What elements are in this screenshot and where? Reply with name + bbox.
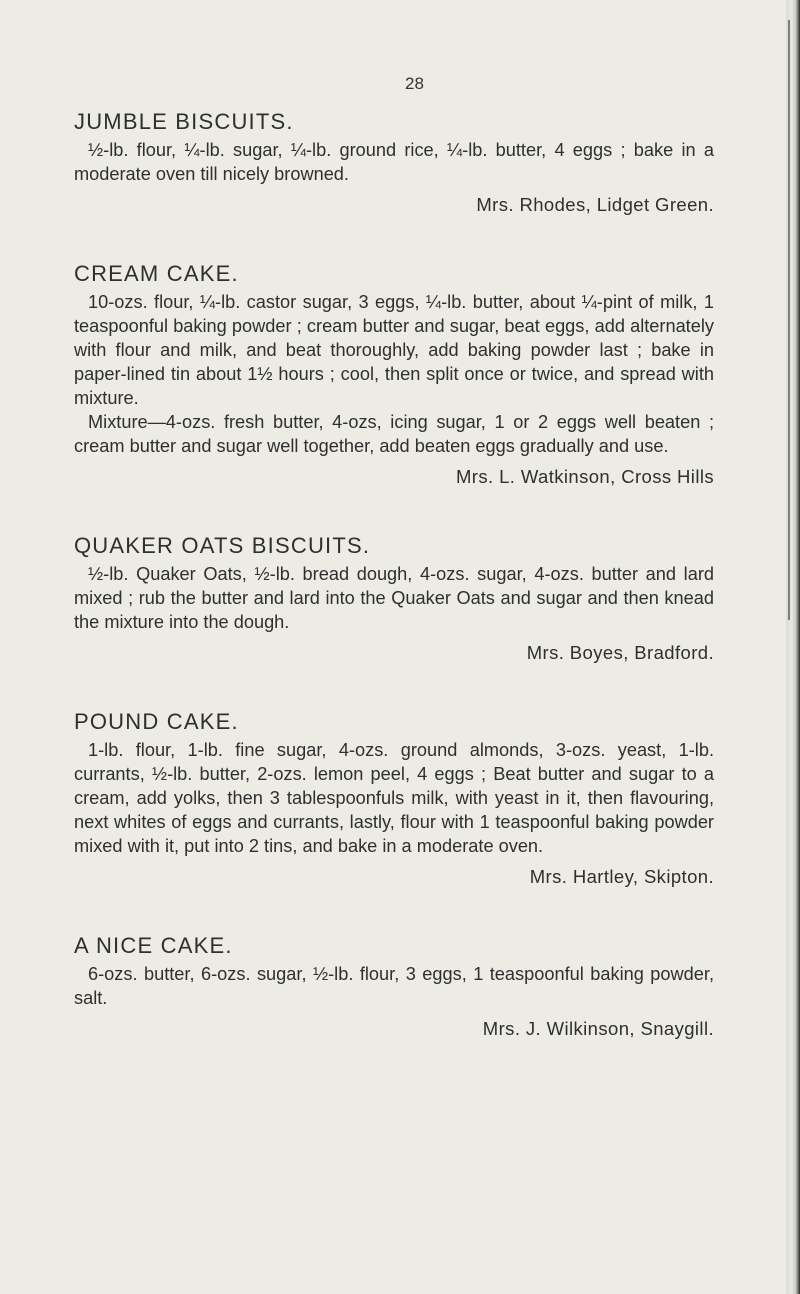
recipe-text: ½-lb. flour, ¼-lb. sugar, ¼-lb. ground rice, ¼-lb. butter, 4 eggs ; bake in a moderate oven till nicely browned. — [74, 140, 714, 184]
recipe-text: ½-lb. Quaker Oats, ½-lb. bread dough, 4-ozs. sugar, 4-ozs. butter and lard mixed ; rub the butter and lard into the Quaker Oats and sugar and then knead the mixture into the dough. — [74, 564, 714, 632]
recipe-title: CREAM CAKE. — [74, 261, 239, 286]
recipe-text: 10-ozs. flour, ¼-lb. castor sugar, 3 eggs, ¼-lb. butter, about ¼-pint of milk, 1 teaspoonful baking powder ; cream butter and sugar, beat eggs, add alternately with flour and milk, and beat thoroughly, add baking powder last ; bake in paper-lined tin about 1½ hours ; cool, then split once or twice, and spread with mixture. — [74, 292, 714, 408]
recipe-quaker-oats-biscuits — [74, 532, 714, 666]
recipe-author: Mrs. Boyes, Bradford. — [526, 642, 714, 663]
recipe-title: A NICE CAKE. — [74, 933, 233, 958]
recipe-text: 6-ozs. butter, 6-ozs. sugar, ½-lb. flour, 3 eggs, 1 teaspoonful baking powder, salt. — [74, 964, 714, 1008]
recipe-pound-cake — [74, 708, 714, 890]
recipe-title: POUND CAKE. — [74, 709, 239, 734]
recipe-title: JUMBLE BISCUITS. — [74, 109, 294, 134]
recipe-author: Mrs. Hartley, Skipton. — [529, 866, 714, 887]
recipe-jumble-biscuits — [74, 108, 714, 218]
recipe-title: QUAKER OATS BISCUITS. — [74, 533, 371, 558]
recipe-list — [74, 108, 714, 1084]
recipe-text: 1-lb. flour, 1-lb. fine sugar, 4-ozs. ground almonds, 3-ozs. yeast, 1-lb. currants, ½-lb. butter, 2-ozs. lemon peel, 4 eggs ; Beat butter and sugar to a cream, add yolks, then 3 tablespoonfuls milk, with yeast in it, then flavouring, next whites of eggs and currants, lastly, flour with 1 teaspoonful baking powder mixed with it, put into 2 tins, and bake in a moderate oven. — [74, 740, 714, 856]
recipe-author: Mrs. J. Wilkinson, Snaygill. — [482, 1018, 714, 1039]
page-number: 28 — [405, 74, 424, 93]
recipe-author: Mrs. L. Watkinson, Cross Hills — [455, 466, 714, 487]
recipe-a-nice-cake — [74, 932, 714, 1042]
binding-line — [788, 20, 790, 620]
recipe-text: Mixture—4-ozs. fresh butter, 4-ozs, icing sugar, 1 or 2 eggs well beaten ; cream butter and sugar well together, add beaten eggs gradually and use. — [74, 412, 714, 456]
recipe-author: Mrs. Rhodes, Lidget Green. — [476, 194, 714, 215]
recipe-cream-cake — [74, 260, 714, 490]
